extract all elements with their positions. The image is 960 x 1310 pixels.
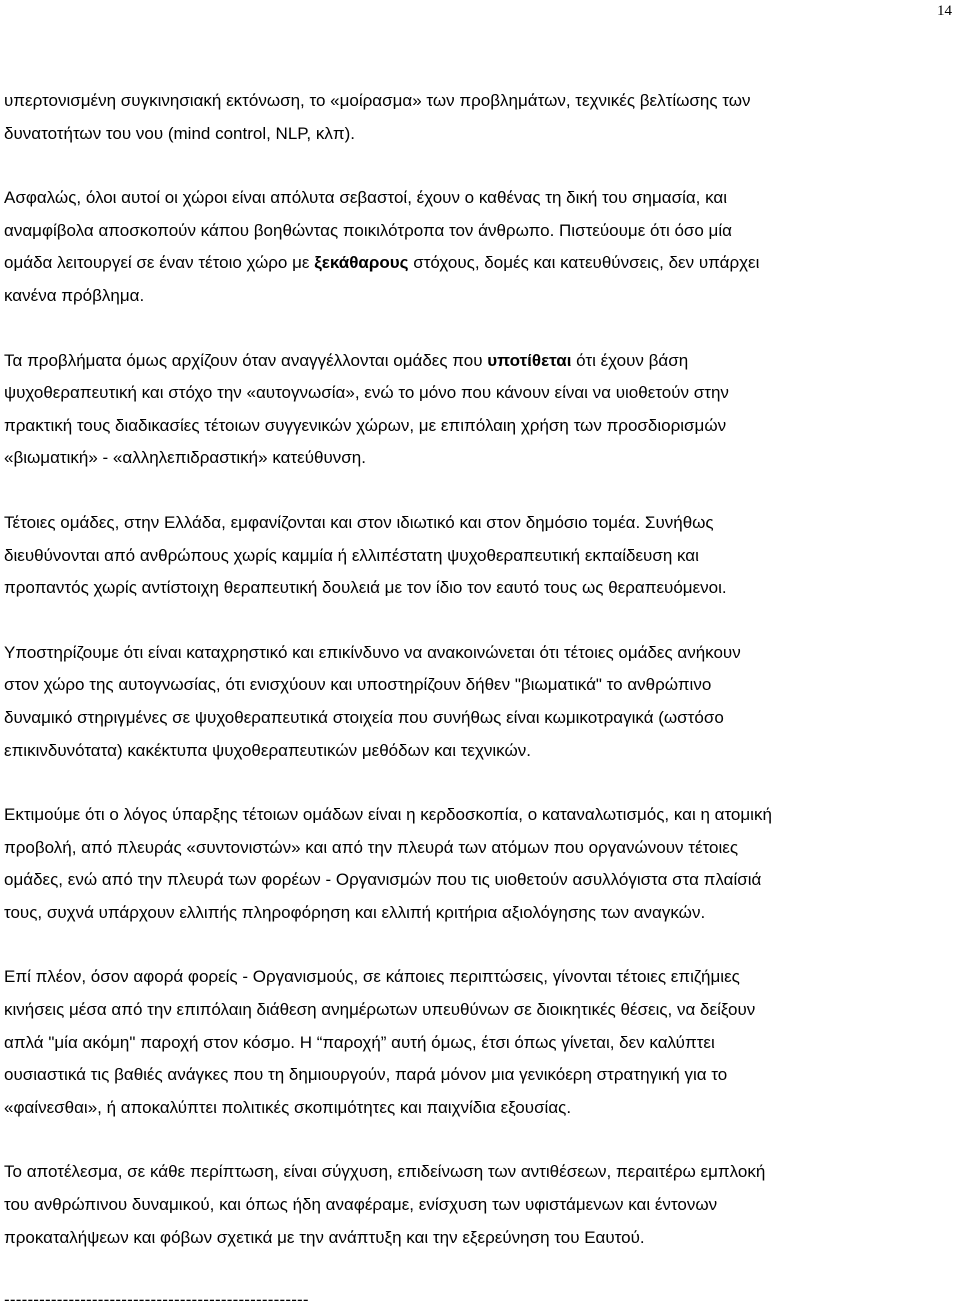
text-line: ουσιαστικά τις βαθιές ανάγκες που τη δημιουργούν, παρά μόνον μια γενικόερη στρατηγική για το — [4, 1065, 728, 1085]
paragraph-3 — [4, 345, 954, 475]
text-line: Εκτιμούμε ότι ο λόγος ύπαρξης τέτοιων ομάδων είναι η κερδοσκοπία, ο καταναλωτισμός, και η ατομική — [4, 805, 772, 825]
document-body — [4, 85, 954, 1286]
paragraph-4 — [4, 507, 954, 605]
text-line: Υποστηρίζουμε ότι είναι καταχρηστικό και επικίνδυνο να ανακοινώνεται ότι τέτοιες ομάδες ανήκουν — [4, 642, 741, 662]
text-line: στον χώρο της αυτογνωσίας, ότι ενισχύουν και υποστηρίζουν δήθεν "βιωματικά" το ανθρώπινο — [4, 675, 712, 695]
text-line: Τέτοιες ομάδες, στην Ελλάδα, εμφανίζονται και στον ιδιωτικό και στον δημόσιο τομέα. Συνήθως — [4, 512, 714, 532]
paragraph-1 — [4, 85, 954, 150]
text-line: απλά "μία ακόμη" παροχή στον κόσμο. Η “παροχή” αυτή όμως, έτσι όπως γίνεται, δεν καλύπτει — [4, 1032, 715, 1052]
text-line: δυνατοτήτων του νου (mind control, NLP, κλπ). — [4, 123, 355, 143]
text-line: ψυχοθεραπευτική και στόχο την «αυτογνωσία», ενώ το μόνο που κάνουν είναι να υιοθετούν στην — [4, 383, 729, 403]
text-line: «φαίνεσθαι», ή αποκαλύπτει πολιτικές σκοπιμότητες και παιχνίδια εξουσίας. — [4, 1097, 572, 1117]
text-line: προκαταλήψεων και φόβων σχετικά με την ανάπτυξη και την εξερεύνηση του Εαυτού. — [4, 1227, 645, 1247]
text-line: του ανθρώπινου δυναμικού, και όπως ήδη αναφέραμε, ενίσχυση των υφιστάμενων και έντονων — [4, 1195, 718, 1215]
text-line-with-emphasis — [4, 345, 954, 378]
text-line: ομάδες, ενώ από την πλευρά των φορέων - Οργανισμών που τις υιοθετούν ασυλλόγιστα στα πλαίσιά — [4, 870, 762, 890]
text-line: Το αποτέλεσμα, σε κάθε περίπτωση, είναι σύγχυση, επιδείνωση των αντιθέσεων, περαιτέρω εμπλοκή — [4, 1162, 766, 1182]
text-line-with-emphasis — [4, 247, 954, 280]
text-segment: στόχους, δομές και κατευθύνσεις, δεν υπάρχει — [408, 253, 760, 273]
text-line: «βιωματική» - «αλληλεπιδραστική» κατεύθυνση. — [4, 448, 366, 468]
footnote-separator: ---------------------------------------------------- — [4, 1290, 309, 1309]
text-line: τους, συχνά υπάρχουν ελλιπής πληροφόρηση και ελλιπή κριτήρια αξιολόγησης των αναγκών. — [4, 902, 706, 922]
page-number: 14 — [937, 3, 952, 19]
text-line: προπαντός χωρίς αντίστοιχη θεραπευτική δουλειά με τον ίδιο τον εαυτό τους ως θεραπευόμενοι. — [4, 578, 727, 598]
paragraph-8 — [4, 1156, 954, 1254]
text-line: προβολή, από πλευράς «συντονιστών» και από την πλευρά των ατόμων που οργανώνουν τέτοιες — [4, 837, 739, 857]
text-line: αναμφίβολα αποσκοπούν κάπου βοηθώντας ποικιλότροπα τον άνθρωπο. Πιστεύουμε ότι όσο μία — [4, 220, 732, 240]
paragraph-7 — [4, 961, 954, 1124]
emphasized-word: ξεκάθαρους — [314, 253, 409, 273]
paragraph-5 — [4, 637, 954, 767]
text-line: διευθύνονται από ανθρώπους χωρίς καμμία ή ελλιπέστατη ψυχοθεραπευτική εκπαίδευση και — [4, 545, 699, 565]
text-line: υπερτονισμένη συγκινησιακή εκτόνωση, το «μοίρασμα» των προβλημάτων, τεχνικές βελτίωσης των — [4, 91, 751, 110]
text-line: κανένα πρόβλημα. — [4, 285, 145, 305]
text-line: δυναμικό στηριγμένες σε ψυχοθεραπευτικά στοιχεία που συνήθως είναι κωμικοτραγικά (ωστόσο — [4, 707, 724, 727]
text-line: Ασφαλώς, όλοι αυτοί οι χώροι είναι απόλυτα σεβαστοί, έχουν ο καθένας τη δική του σημασία, και — [4, 188, 728, 208]
text-segment: ότι έχουν βάση — [571, 350, 689, 370]
text-line: Επί πλέον, όσον αφορά φορείς - Οργανισμούς, σε κάποιες περιπτώσεις, γίνονται τέτοιες επιζήμιες — [4, 967, 740, 987]
paragraph-6 — [4, 799, 954, 929]
paragraph-2 — [4, 182, 954, 312]
text-line: επικινδυνότατα) κακέκτυπα ψυχοθεραπευτικών μεθόδων και τεχνικών. — [4, 740, 531, 760]
text-segment: Τα προβλήματα όμως αρχίζουν όταν αναγγέλλονται ομάδες που — [4, 350, 488, 370]
text-line: πρακτική τους διαδικασίες τέτοιων συγγενικών χώρων, με επιπόλαιη χρήση των προσδιορισμών — [4, 415, 727, 435]
text-segment: ομάδα λειτουργεί σε έναν τέτοιο χώρο με — [4, 253, 315, 273]
text-line: κινήσεις μέσα από την επιπόλαιη διάθεση ανημέρωτων υπευθύνων σε διοικητικές θέσεις, να δείξουν — [4, 1000, 756, 1020]
emphasized-word: υποτίθεται — [487, 350, 572, 370]
